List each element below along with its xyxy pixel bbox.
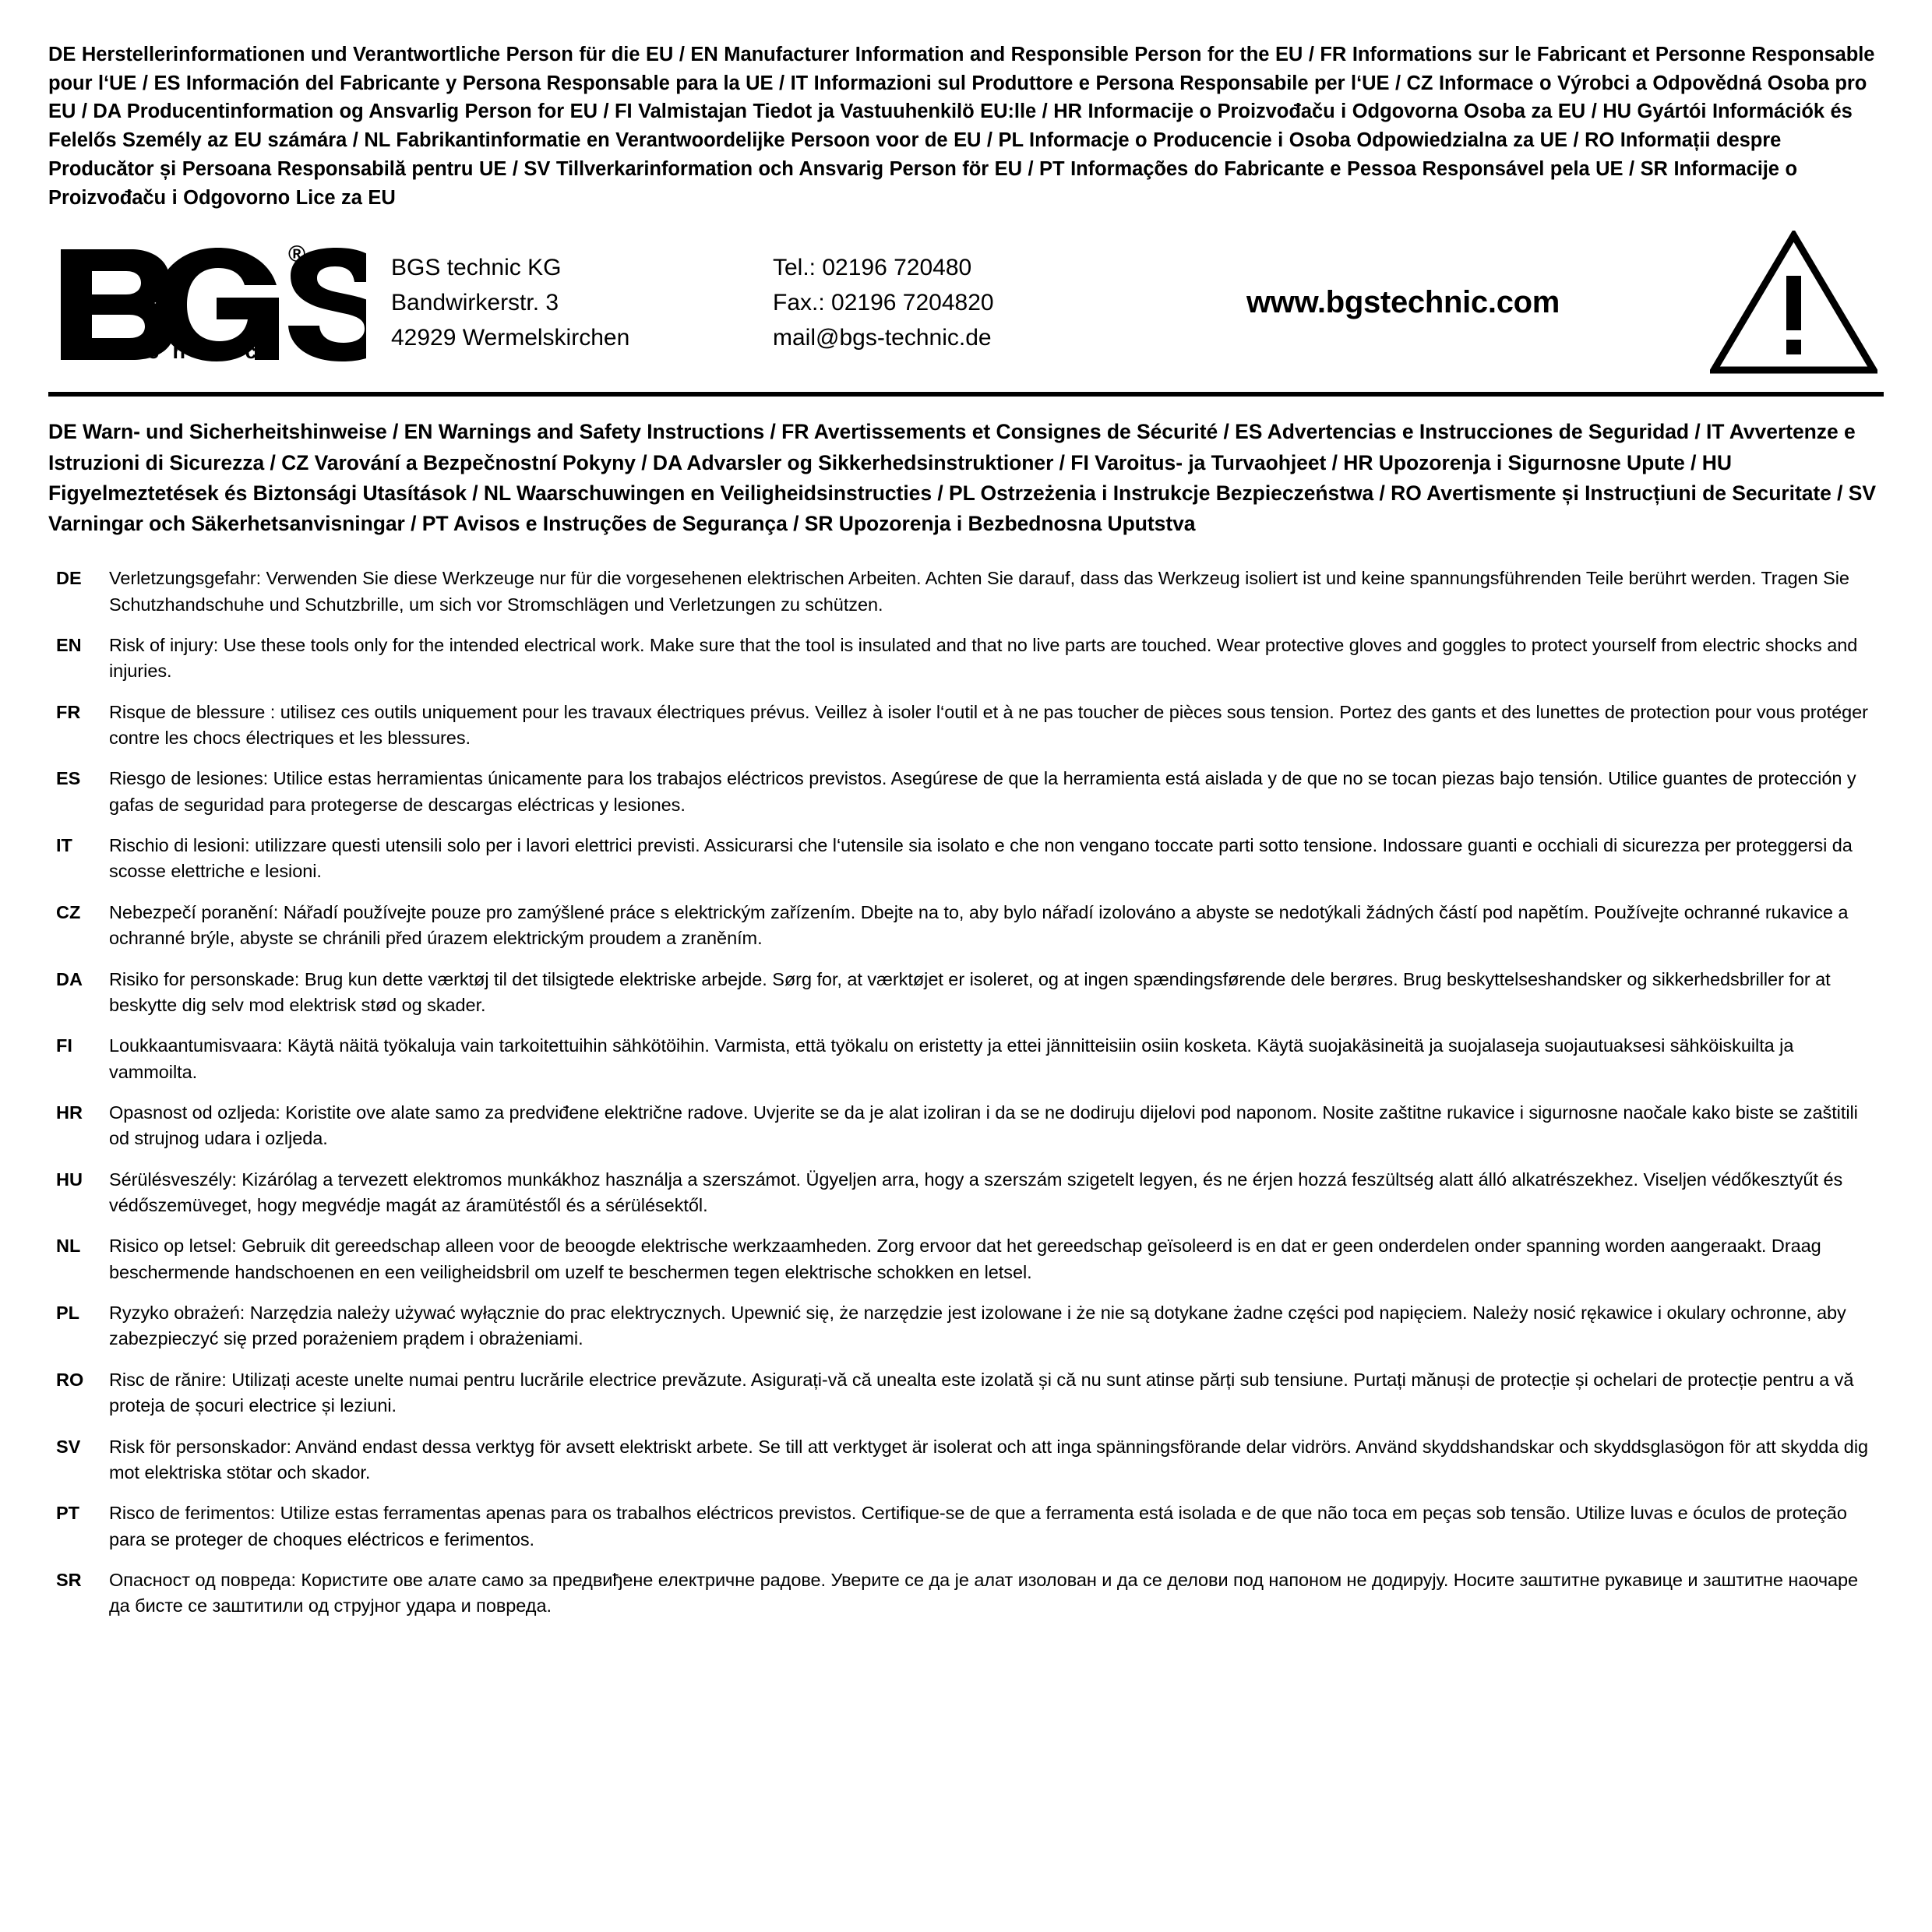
list-item xyxy=(48,566,1884,618)
language-text: Verletzungsgefahr: Verwenden Sie diese Werkzeuge nur für die vorgesehenen elektrischen Arbeiten. Achten Sie darauf, dass das Werkzeug isoliert ist und keine spannungsführenden Teile berührt werden. Tragen Sie Schutzhandschuhe und Schutzbrille, um sich vor Stromschlägen und Verletzungen zu schützen. xyxy=(109,568,1849,615)
language-code: HU xyxy=(56,1169,83,1190)
warnings-and-safety-heading: DE Warn- und Sicherheitshinweise / EN Warnings and Safety Instructions / FR Avertissements et Consignes de Sécurité / ES Advertencias e Instrucciones de Seguridad / IT Avvertenze e Istruzioni di Sicurezza / CZ Varování a Bezpečnostní Pokyny / DA Advarsler og Sikkerhedsinstruktioner / FI Varoitus- ja Turvaohjeet / HR Upozorenja i Sigurnosne Upute / HU Figyelmeztetések és Biztonsági Utasítások / NL Waarschuwingen en Veiligheidsinstructies / PL Ostrzeżenia i Instrukcje Bezpieczeństwa / RO Avertismente și Instrucțiuni de Securitate / SV Varningar och Säkerhetsanvisningar / PT Avisos e Instruções de Segurança / SR Upozorenja i Bezbednosna Uputstva xyxy=(48,420,1877,535)
language-code: ES xyxy=(56,768,81,789)
list-item xyxy=(48,700,1884,752)
company-address xyxy=(383,250,773,355)
list-item xyxy=(48,1500,1884,1553)
language-text: Risco de ferimentos: Utilize estas ferramentas apenas para os trabalhos eléctricos previstos. Certifique-se de que a ferramenta está isolada e de que não toca em peças sob tensão. Utilize luvas e óculos de proteção para se proteger de choques eléctricos e ferimentos. xyxy=(109,1503,1847,1549)
language-text: Опасност од повреда: Користите ове алате само за предвиђене електричне радове. Уверите се да је алат изолован и да се делови под напоном не додирују. Носите заштитне рукавице и заштитне наочаре да бисте се заштитили од струјног удара и повреда. xyxy=(109,1569,1859,1616)
company-city: 42929 Wermelskirchen xyxy=(391,325,630,351)
safety-instructions-list xyxy=(48,566,1884,1620)
list-item xyxy=(48,1300,1884,1352)
language-code: HR xyxy=(56,1102,83,1123)
svg-text:®: ® xyxy=(288,244,306,267)
svg-text:t e c h n i c: t e c h n i c xyxy=(101,339,261,361)
language-code: CZ xyxy=(56,901,81,922)
language-code: FI xyxy=(56,1035,72,1056)
language-code: RO xyxy=(56,1369,84,1390)
language-text: Risiko for personskade: Brug kun dette værktøj til det tilsigtede elektriske arbejde. Sørg for, at værktøjet er isoleret, og at ingen spændingsførende dele berøres. Brug beskyttelseshandsker og sikkerhedsbriller for at beskytte dig selv mod elektrisk stød og skader. xyxy=(109,968,1831,1015)
language-code: DE xyxy=(56,568,82,589)
language-code: SR xyxy=(56,1569,82,1590)
list-item xyxy=(48,633,1884,685)
language-code: PT xyxy=(56,1503,80,1524)
bgs-logo xyxy=(48,245,383,361)
list-item xyxy=(48,1434,1884,1486)
language-text: Rischio di lesioni: utilizzare questi utensili solo per i lavori elettrici previsti. Assicurarsi che l‘utensile sia isolato e che non vengano toccate parti sotto tensione. Indossare guanti e occhiali di sicurezza per proteggersi da scosse elettriche e lesioni. xyxy=(109,835,1853,882)
language-text: Loukkaantumisvaara: Käytä näitä työkaluja vain tarkoitettuihin sähkötöihin. Varmista, että työkalu on eristetty ja ettei jännitteisiin osiin kosketa. Käytä suojakäsineitä ja suojalaseja suojautuaksesi sähköiskuilta ja vammoilta. xyxy=(109,1035,1794,1082)
language-text: Sérülésveszély: Kizárólag a tervezett elektromos munkákhoz használja a szerszámot. Ügyeljen arra, hogy a szerszám szigetelt legyen, és ne érjen hozzá feszültség alatt álló alkatrészekhez. Viseljen védőkesztyűt és védőszemüveget, hogy megvédje magát az áramütéstől és a sérülésektől. xyxy=(109,1169,1843,1216)
company-information-band xyxy=(48,226,1884,397)
warning-exclamation-icon xyxy=(1710,231,1877,375)
language-text: Nebezpečí poranění: Nářadí používejte pouze pro zamýšlené práce s elektrickým zařízením. Dbejte na to, aby bylo nářadí izolováno a abyste se nedotýkali žádných částí pod napětím. Používejte ochranné rukavice a ochranné brýle, abyste se chránili před úrazem elektrickým proudem a zraněním. xyxy=(109,901,1849,949)
language-text: Opasnost od ozljeda: Koristite ove alate samo za predviđene električne radove. Uvjerite se da je alat izoliran i da se ne dodiruju dijelovi pod naponom. Nosite zaštitne rukavice i sigurnosne naočale kako biste se zaštitili od strujnog udara i ozljeda. xyxy=(109,1102,1858,1149)
language-text: Risc de rănire: Utilizați aceste unelte numai pentru lucrările electrice prevăzute. Asigurați-vă că unealta este izolată și că nu sunt atinse părți sub tensiune. Purtați mănuși de protecție și ochelari de protecție pentru a vă proteja de șocuri electrice și leziuni. xyxy=(109,1369,1854,1416)
list-item xyxy=(48,1167,1884,1219)
company-website[interactable]: www.bgstechnic.com xyxy=(1246,285,1560,320)
company-telephone: Tel.: 02196 720480 xyxy=(773,255,972,281)
language-text: Risk för personskador: Använd endast dessa verktyg för avsett elektriskt arbete. Se till att verktyget är isolerat och att inga spänningsförande delar vidrörs. Använd skyddshandskar och skyddsglasögon för att skydda dig mot elektriska stötar och skador. xyxy=(109,1436,1869,1482)
list-item xyxy=(48,1567,1884,1620)
list-item xyxy=(48,766,1884,818)
language-code: FR xyxy=(56,701,81,722)
list-item xyxy=(48,967,1884,1019)
list-item xyxy=(48,833,1884,885)
language-code: DA xyxy=(56,968,83,989)
company-street: Bandwirkerstr. 3 xyxy=(391,290,559,316)
language-text: Risico op letsel: Gebruik dit gereedschap alleen voor de beoogde elektrische werkzaamheden. Zorg ervoor dat het gereedschap geïsoleerd is en dat er geen onderdelen onder spanning worden aangeraakt. Draag beschermende handschoenen en een veiligheidsbril om uzelf te beschermen tegen elektrische schokken en letsel. xyxy=(109,1236,1821,1282)
company-contact xyxy=(773,250,1147,355)
language-text: Riesgo de lesiones: Utilice estas herramientas únicamente para los trabajos eléctricos previstos. Asegúrese de que la herramienta está aislada y de que no se tocan piezas bajo tensión. Utilice guantes de protección y gafas de seguridad para protegerse de descargas eléctricas y lesiones. xyxy=(109,768,1856,815)
bgs-logo-icon xyxy=(55,245,366,361)
list-item xyxy=(48,1100,1884,1152)
list-item xyxy=(48,900,1884,952)
company-fax: Fax.: 02196 7204820 xyxy=(773,290,994,316)
company-name: BGS technic KG xyxy=(391,255,562,281)
language-code: SV xyxy=(56,1436,81,1457)
language-code: NL xyxy=(56,1236,81,1257)
language-code: EN xyxy=(56,634,82,655)
manufacturer-information-heading: DE Herstellerinformationen und Verantwortliche Person für die EU / EN Manufacturer Information and Responsible Person for the EU / FR Informations sur le Fabricant et Personne Responsable pour l‘UE / ES Información del Fabricante y Persona Responsable para la UE / IT Informazioni sul Produttore e Persona Responsabile per l‘UE / CZ Informace o Výrobci a Odpovědná Osoba pro EU / DA Producentinformation og Ansvarlig Person for EU / FI Valmistajan Tiedot ja Vastuuhenkilö EU:lle / HR Informacije o Proizvođaču i Odgovorna Osoba za EU / HU Gyártói Információk és Felelős Személy az EU számára / NL Fabrikantinformatie en Verantwoordelijke Persoon voor de EU / PL Informacje o Producencie i Osoba Odpowiedzialna za UE / RO Informații despre Producător și Persoana Responsabilă pentru UE / SV Tillverkarinformation och Ansvarig Person för EU / PT Informações do Fabricante e Pessoa Responsável pela UE / SR Informacije o Proizvođaču i Odgovorno Lice za EU xyxy=(48,44,1875,209)
list-item xyxy=(48,1033,1884,1085)
language-text: Ryzyko obrażeń: Narzędzia należy używać wyłącznie do prac elektrycznych. Upewnić się, że narzędzie jest izolowane i że nie są dotykane żadne części pod napięciem. Należy nosić rękawice i okulary ochronne, aby zabezpieczyć się przed porażeniem prądem i obrażeniami. xyxy=(109,1303,1846,1349)
list-item xyxy=(48,1233,1884,1285)
language-text: Risk of injury: Use these tools only for the intended electrical work. Make sure that the tool is insulated and that no live parts are touched. Wear protective gloves and goggles to protect yourself from electric shocks and injuries. xyxy=(109,634,1858,682)
warning-triangle-icon xyxy=(1690,231,1884,375)
company-email[interactable]: mail@bgs-technic.de xyxy=(773,325,992,351)
language-text: Risque de blessure : utilisez ces outils uniquement pour les travaux électriques prévus. Veillez à isoler l‘outil et à ne pas toucher de pièces sous tension. Portez des gants et des lunettes de protection pour vous protéger contre les chocs électriques et les blessures. xyxy=(109,701,1868,748)
language-code: IT xyxy=(56,835,72,856)
list-item xyxy=(48,1367,1884,1419)
language-code: PL xyxy=(56,1303,80,1324)
